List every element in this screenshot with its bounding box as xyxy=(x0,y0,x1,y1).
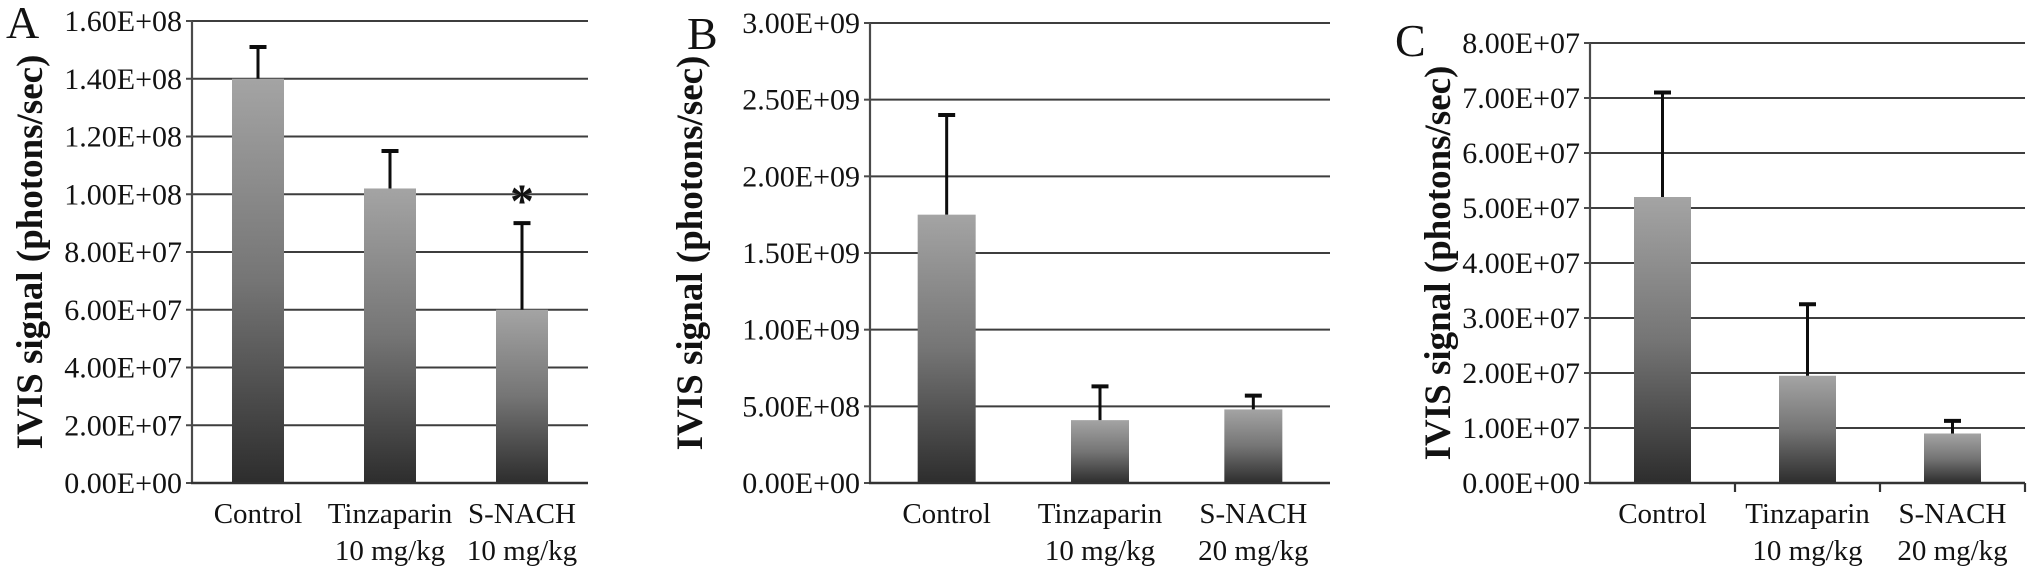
bar-control xyxy=(232,79,284,483)
panel-a xyxy=(0,0,660,575)
y-tick-label: 4.00E+07 xyxy=(64,351,182,385)
category-label-dose: 10 mg/kg xyxy=(466,535,578,567)
category-label: S-NACH xyxy=(468,498,576,530)
category-label: Control xyxy=(213,498,303,530)
y-tick-label: 3.00E+07 xyxy=(1462,302,1580,335)
significance-asterisk: * xyxy=(510,175,534,229)
y-tick-label: 1.20E+08 xyxy=(64,120,182,154)
y-tick-label: 1.00E+07 xyxy=(1462,412,1580,445)
y-tick-label: 5.00E+08 xyxy=(742,390,860,424)
panel-c xyxy=(1350,0,2031,575)
y-tick-label: 2.00E+07 xyxy=(1462,357,1580,390)
category-label: Control xyxy=(1618,498,1707,530)
y-tick-label: 1.00E+09 xyxy=(742,313,860,347)
panel-letter: B xyxy=(687,8,718,59)
y-axis-title: IVIS signal (photons/sec) xyxy=(1418,65,1459,461)
category-label: S-NACH xyxy=(1199,498,1308,530)
bar-control xyxy=(918,215,976,483)
y-tick-label: 2.00E+09 xyxy=(742,160,860,194)
y-tick-label: 0.00E+00 xyxy=(742,467,860,500)
category-label-dose: 10 mg/kg xyxy=(334,535,446,567)
bar-s-nach xyxy=(1924,434,1981,484)
category-label: Tinzaparin xyxy=(1745,498,1870,530)
y-axis-title: IVIS signal (photons/sec) xyxy=(670,55,711,451)
bar-s-nach xyxy=(496,310,548,483)
y-axis-title: IVIS signal (photons/sec) xyxy=(10,54,51,450)
bar-chart-b xyxy=(660,0,1350,575)
category-label-dose: 10 mg/kg xyxy=(1044,535,1156,567)
bar-tinzaparin xyxy=(1779,376,1836,483)
bar-chart-c xyxy=(1350,0,2031,575)
y-tick-label: 6.00E+07 xyxy=(1462,137,1580,170)
y-tick-label: 6.00E+07 xyxy=(64,293,182,327)
panel-b xyxy=(660,0,1350,575)
bar-control xyxy=(1634,197,1691,483)
y-tick-label: 8.00E+07 xyxy=(64,236,182,269)
y-tick-label: 1.00E+08 xyxy=(64,178,182,212)
bar-tinzaparin xyxy=(1071,420,1129,483)
y-tick-label: 7.00E+07 xyxy=(1462,82,1580,115)
y-tick-label: 8.00E+07 xyxy=(1462,27,1580,60)
y-tick-label: 4.00E+07 xyxy=(1462,247,1580,280)
y-tick-label: 1.50E+09 xyxy=(742,237,860,270)
panel-letter: A xyxy=(6,0,40,48)
bar-chart-a xyxy=(0,0,660,575)
y-tick-label: 5.00E+07 xyxy=(1462,192,1580,225)
category-label-dose: 20 mg/kg xyxy=(1198,535,1309,567)
y-tick-label: 0.00E+00 xyxy=(1462,467,1580,500)
category-label: Tinzaparin xyxy=(327,498,453,530)
bar-s-nach xyxy=(1224,409,1282,483)
y-tick-label: 2.50E+09 xyxy=(742,83,860,117)
category-label: Control xyxy=(902,498,991,530)
y-tick-label: 0.00E+00 xyxy=(64,467,182,500)
category-label: S-NACH xyxy=(1898,498,2007,530)
y-tick-label: 1.40E+08 xyxy=(64,62,182,96)
y-tick-label: 1.60E+08 xyxy=(64,5,182,38)
category-label: Tinzaparin xyxy=(1037,498,1163,530)
bar-tinzaparin xyxy=(364,188,416,483)
category-label-dose: 20 mg/kg xyxy=(1897,535,2008,567)
y-tick-label: 3.00E+09 xyxy=(742,7,860,40)
y-tick-label: 2.00E+07 xyxy=(64,409,182,443)
category-label-dose: 10 mg/kg xyxy=(1752,535,1863,567)
panel-letter: C xyxy=(1395,15,1426,66)
